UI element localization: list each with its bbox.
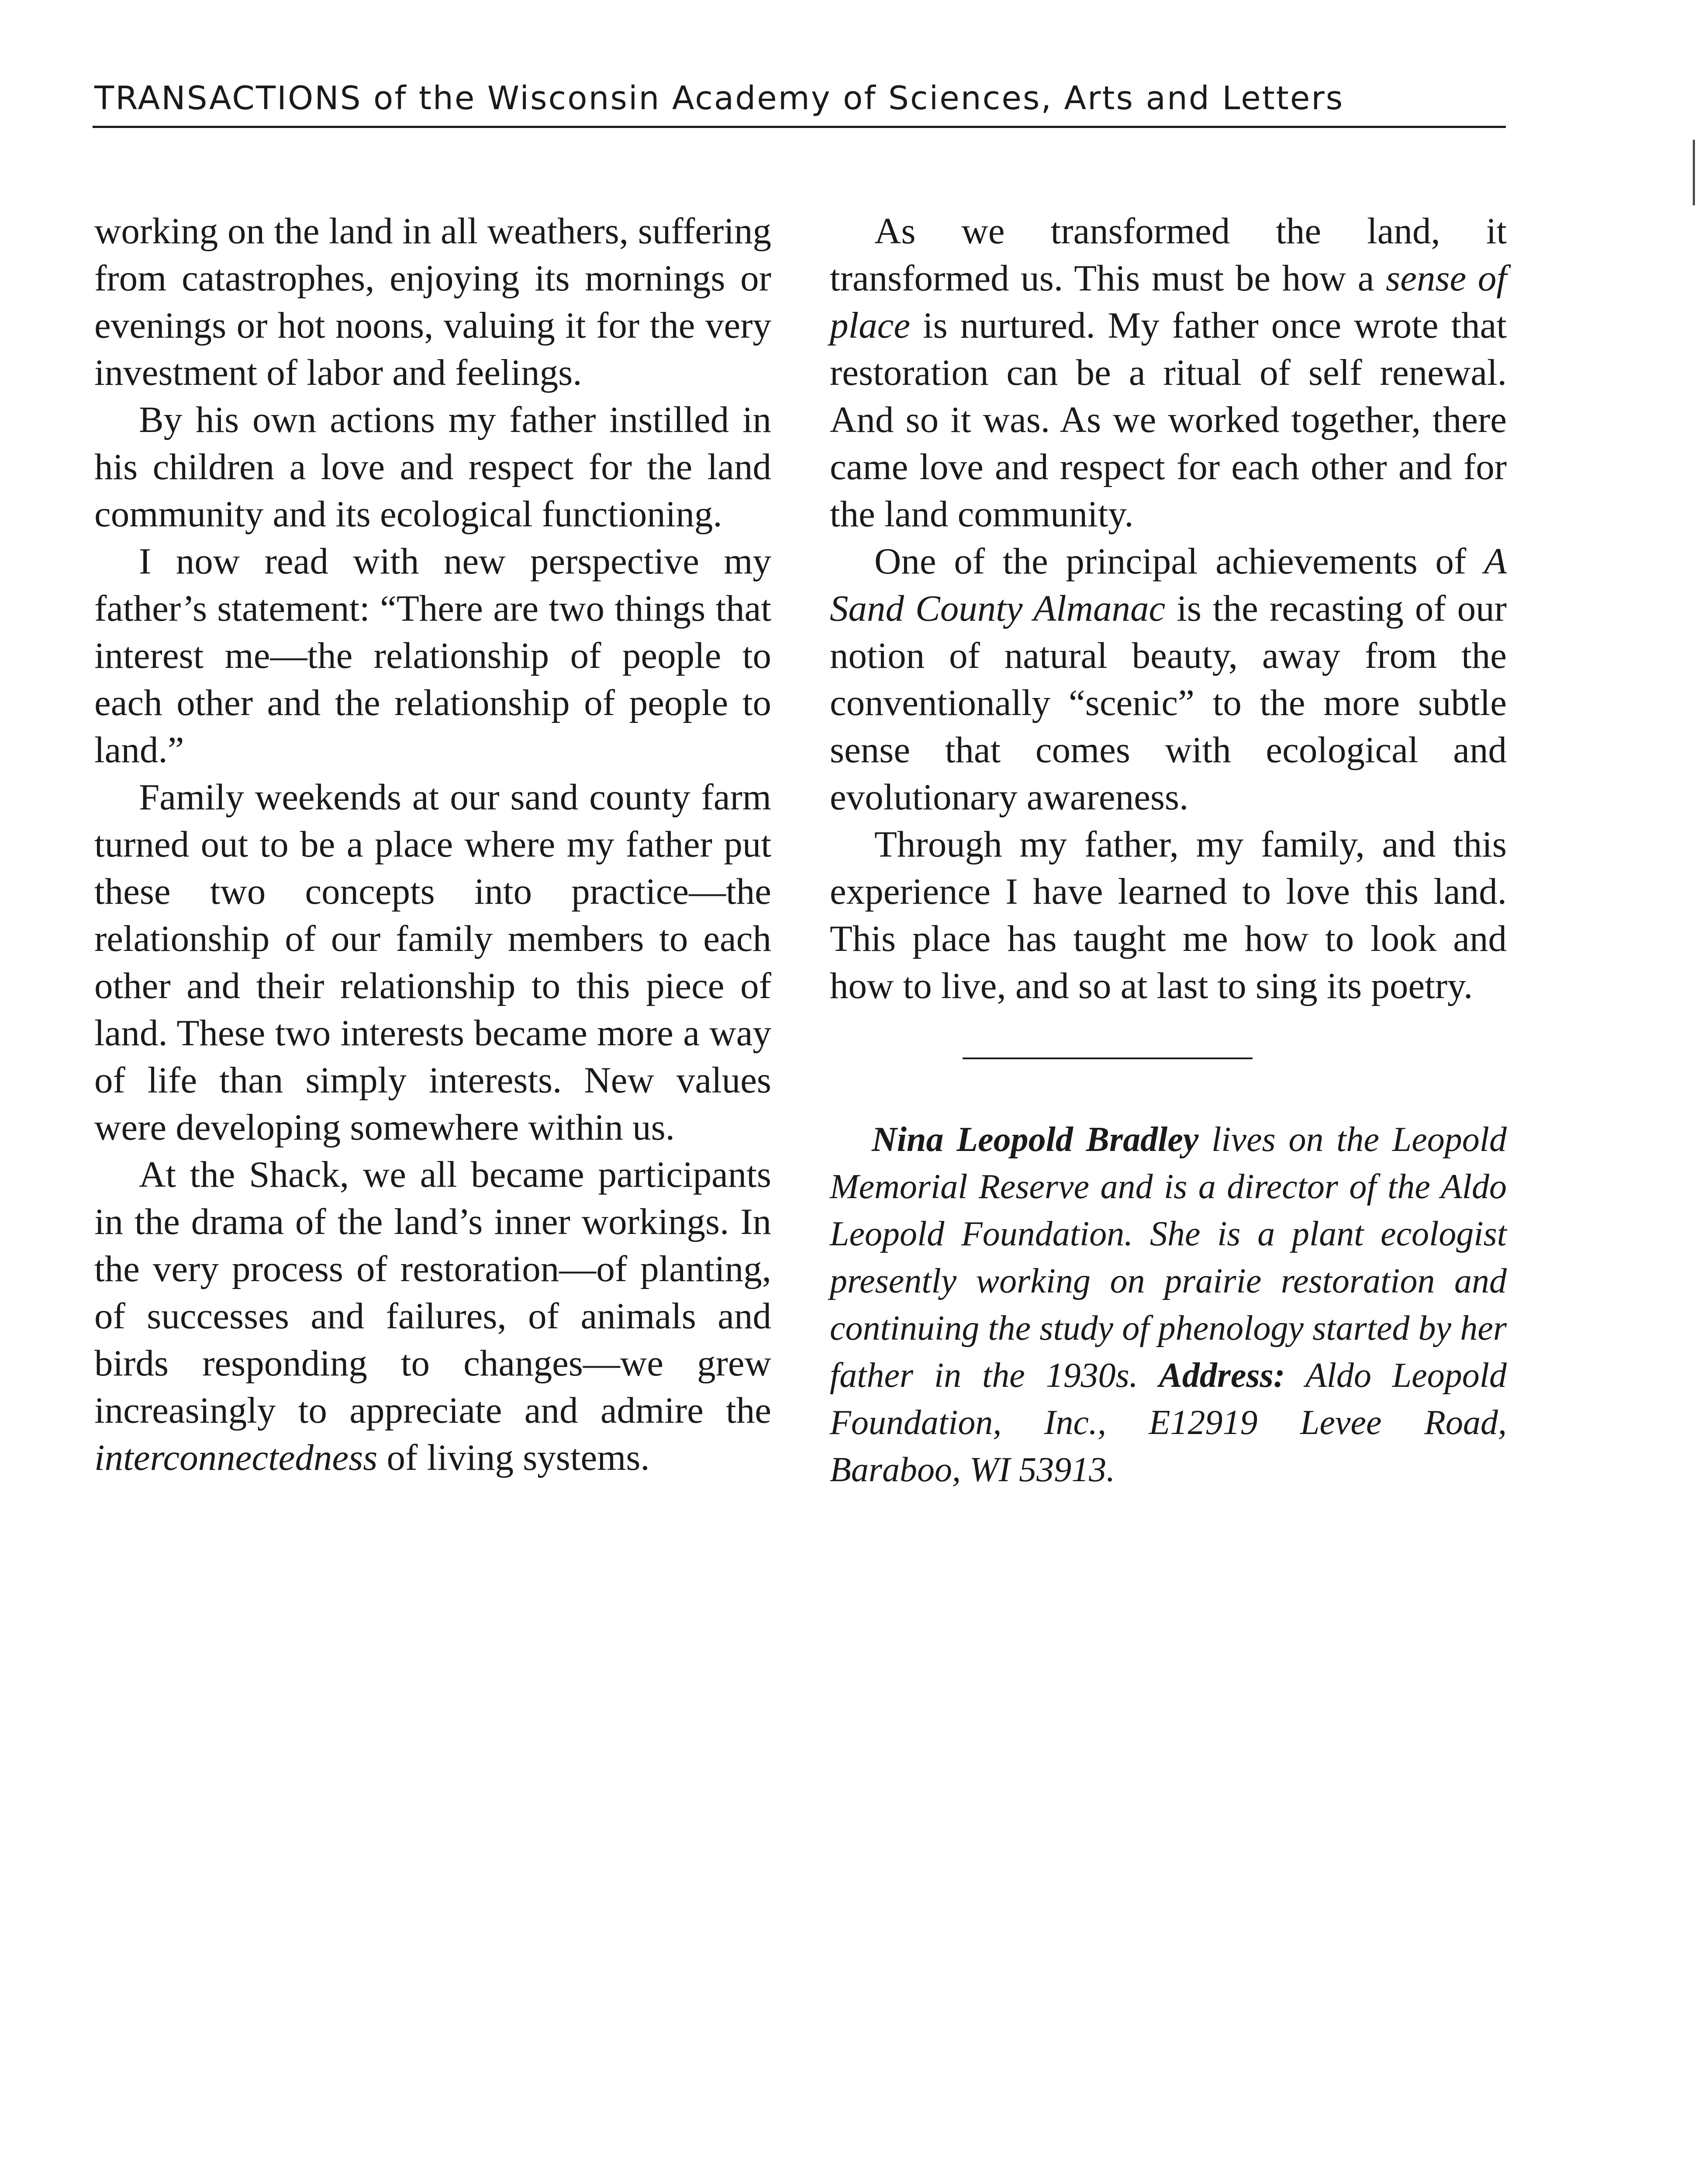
paragraph: Family weekends at our sand county farm turned out to be a place where my father put these two concepts into practice—the relationship of our family members to each other and their relationship to this piece of land. These two interests became more a way of life than simply interests. New values were developing somewhere within us. [94,777,771,1148]
paragraph [94,1151,771,1481]
paragraph [830,538,1507,821]
author-bio [830,1116,1507,1493]
author-name: Nina Leopold Bradley [872,1120,1199,1159]
paragraph: Through my father, my family, and this experience I have learned to love this land. This place has taught me how to look and how to live, and so at last to sing its poetry. [830,824,1507,1006]
text-run: One of the principal achievements of [874,541,1484,582]
bio-text: lives on the Leopold Memorial Reserve and is a director of the Aldo Leopold Foundation. She is a plant ecologist presently working on prairie restoration and continuing the study of phenology started by her father in the 1930s. [830,1120,1507,1395]
text-run: As we transformed the land, it transformed us. This must be how a [830,211,1507,299]
header-rule [93,126,1506,128]
text-run: of living systems. [377,1437,650,1478]
paragraph: By his own actions my father instilled in his children a love and respect for the land community and its ecological functioning. [94,399,771,535]
text-run: At the Shack, we all became participants in the drama of the land’s inner workings. In the very process of restoration—of planting, of successes and failures, of animals and birds responding to changes—we grew increasingly to appreciate and admire the [94,1154,771,1431]
emphasis: A Sand County Almanac [830,541,1507,629]
paragraph: I now read with new perspective my father’s statement: “There are two things that interest me—the relationship of people to each other and the relationship of people to land.” [94,541,771,771]
emphasis: interconnectedness [94,1437,378,1478]
paragraph: working on the land in all weathers, suffering from catastrophes, enjoying its mornings or evenings or hot noons, valuing it for the very investment of labor and feelings. [94,211,771,393]
section-separator [963,1057,1253,1059]
left-column [94,207,771,1481]
text-run: is nurtured. My father once wrote that restoration can be a ritual of self renewal. And so it was. As we worked together, there came love and respect for each other and for the land community. [830,305,1507,535]
scan-edge-mark [1693,140,1695,205]
text-run: is the recasting of our notion of natural beauty, away from the conventionally “scenic” to the more subtle sense that comes with ecological and evolutionary awareness. [830,588,1507,818]
paragraph [830,207,1507,538]
right-column [830,207,1507,1493]
running-head: TRANSACTIONS of the Wisconsin Academy of Sciences, Arts and Letters [94,79,1344,117]
address-text: Aldo Leopold Foundation, Inc., E12919 Levee Road, Baraboo, WI 53913. [830,1356,1507,1489]
emphasis: sense of place [830,258,1507,346]
address-label: Address: [1159,1356,1285,1395]
